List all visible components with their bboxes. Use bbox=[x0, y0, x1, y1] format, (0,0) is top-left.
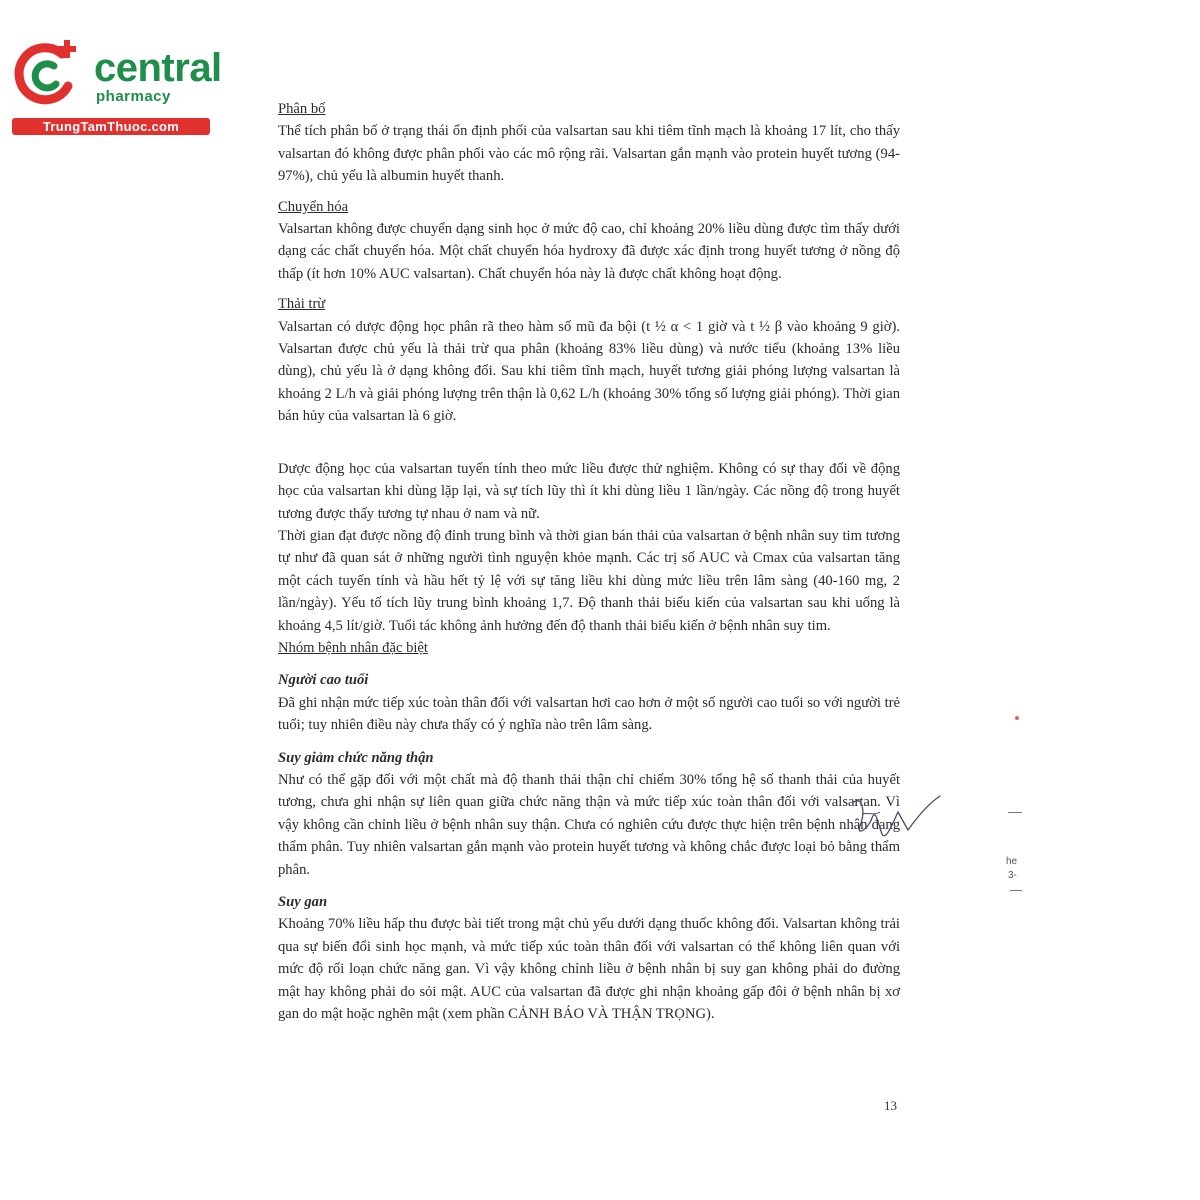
paragraph-phan-bo: Thể tích phân bố ở trạng thái ổn định phối của valsartan sau khi tiêm tĩnh mạch là khoảng 17 lít, cho thấy valsartan đó không được phân phối vào các mô rộng rãi. Valsartan gắn mạnh vào protein huyết tương (94-97%), chủ yếu là albumin huyết thanh. bbox=[278, 123, 900, 185]
paragraph-thai-tru: Valsartan có dược động học phân rã theo hàm số mũ đa bội (t ½ α < 1 giờ và t ½ β vào khoảng 9 giờ). Valsartan được chủ yếu là thải trừ qua phân (khoảng 83% liều dùng) và nước tiểu (khoảng 13% liều dùng), chủ yếu là ở dạng không đổi. Sau khi tiêm tĩnh mạch, huyết tương giải phóng lượng valsartan là khoảng 2 L/h và giải phóng lượng trên thận là 0,62 L/h (khoảng 30% tổng số lượng giải phóng). Thời gian bán hủy của valsartan là 6 giờ. bbox=[278, 318, 900, 425]
central-pharmacy-logo[interactable] bbox=[10, 38, 220, 138]
paragraph-duoc-dong-hoc: Dược động học của valsartan tuyến tính theo mức liều được thử nghiệm. Không có sự thay đổi về động học của valsartan khi dùng lặp lại, và sự tích lũy thì ít khi dùng liều 1 lần/ngày. Các nồng độ trong huyết tương được thấy tương tự nhau ở nam và nữ. bbox=[278, 460, 900, 522]
document-page bbox=[278, 98, 900, 1025]
heading-suy-than: Suy giảm chức năng thận bbox=[278, 749, 434, 766]
logo-subtitle: pharmacy bbox=[96, 88, 171, 105]
paragraph-nguoi-cao-tuoi: Đã ghi nhận mức tiếp xúc toàn thân đối với valsartan hơi cao hơn ở một số người cao tuổi so với người trẻ tuổi; tuy nhiên điều này chưa thấy có ý nghĩa nào trên lâm sàng. bbox=[278, 694, 900, 734]
heading-thai-tru: Thải trừ bbox=[278, 296, 326, 313]
paragraph-suy-than: Như có thể gặp đối với một chất mà độ thanh thải thận chỉ chiếm 30% tổng hệ số thanh thải của huyết tương, chưa ghi nhận sự liên quan giữa chức năng thận và mức tiếp xúc toàn thân đối với valsartan. Vì vậy không cần chỉnh liều ở bệnh nhân suy thận. Chưa có nghiên cứu được thực hiện trên bệnh nhân đang thẩm phân. Tuy nhiên valsartan gắn mạnh vào protein huyết tương và không chắc được loại bỏ bằng thẩm phân. bbox=[278, 771, 900, 878]
heading-chuyen-hoa: Chuyển hóa bbox=[278, 198, 349, 215]
paragraph-suy-tim: Thời gian đạt được nồng độ đỉnh trung bình và thời gian bán thải của valsartan ở bệnh nhân suy tim tương tự như đã quan sát ở những người tình nguyện khỏe mạnh. Các trị số AUC và Cmax của valsartan tăng một cách tuyến tính và hầu hết tỷ lệ với sự tăng liều khi dùng mức liều trên lâm sàng (40-160 mg, 2 lần/ngày). Yếu tố tích lũy trung bình khoảng 1,7. Độ thanh thải biểu kiến của valsartan sau khi uống là khoảng 4,5 lít/giờ. Tuổi tác không ảnh hưởng đến độ thanh thải biểu kiến ở bệnh nhân suy tim. bbox=[278, 527, 900, 634]
paragraph-chuyen-hoa: Valsartan không được chuyển dạng sinh học ở mức độ cao, chỉ khoảng 20% liều dùng được tìm thấy dưới dạng các chất chuyển hóa. Một chất chuyển hóa hydroxy đã được xác định trong huyết tương ở nồng độ thấp (ít hơn 10% AUC valsartan). Chất chuyển hóa này là được chất không hoạt động. bbox=[278, 221, 900, 282]
page-number: 13 bbox=[884, 1098, 897, 1113]
logo-wordmark: central bbox=[94, 46, 222, 90]
margin-dash-1 bbox=[1008, 812, 1022, 813]
central-logo-icon bbox=[10, 38, 82, 110]
margin-mark-b: 3- bbox=[1008, 870, 1017, 881]
heading-nguoi-cao-tuoi: Người cao tuổi bbox=[278, 672, 369, 689]
heading-phan-bo: Phân bố bbox=[278, 101, 326, 117]
paragraph-suy-gan: Khoảng 70% liều hấp thu được bài tiết trong mật chủ yếu dưới dạng thuốc không đổi. Valsartan không trải qua sự biến đổi sinh học mạnh, và mức tiếp xúc toàn thân đối với valsartan có thể không liên quan với mức độ rối loạn chức năng gan. Vì vậy không chỉnh liều ở bệnh nhân bị suy gan không phải do đường mật hay không phải do sỏi mật. AUC của valsartan đã được ghi nhận khoảng gấp đôi ở bệnh nhân bị xơ gan do mật hoặc nghẽn mật (xem phần CẢNH BÁO VÀ THẬN TRỌNG). bbox=[278, 916, 900, 1023]
margin-dash-2 bbox=[1010, 890, 1022, 891]
handwritten-signature bbox=[848, 790, 944, 860]
logo-site-banner: TrungTamThuoc.com bbox=[12, 118, 210, 135]
margin-mark-a: he bbox=[1006, 856, 1018, 867]
heading-suy-gan: Suy gan bbox=[278, 894, 328, 910]
margin-red-dot bbox=[1015, 716, 1019, 720]
heading-nhom-dac-biet: Nhóm bệnh nhân đặc biệt bbox=[278, 639, 428, 656]
